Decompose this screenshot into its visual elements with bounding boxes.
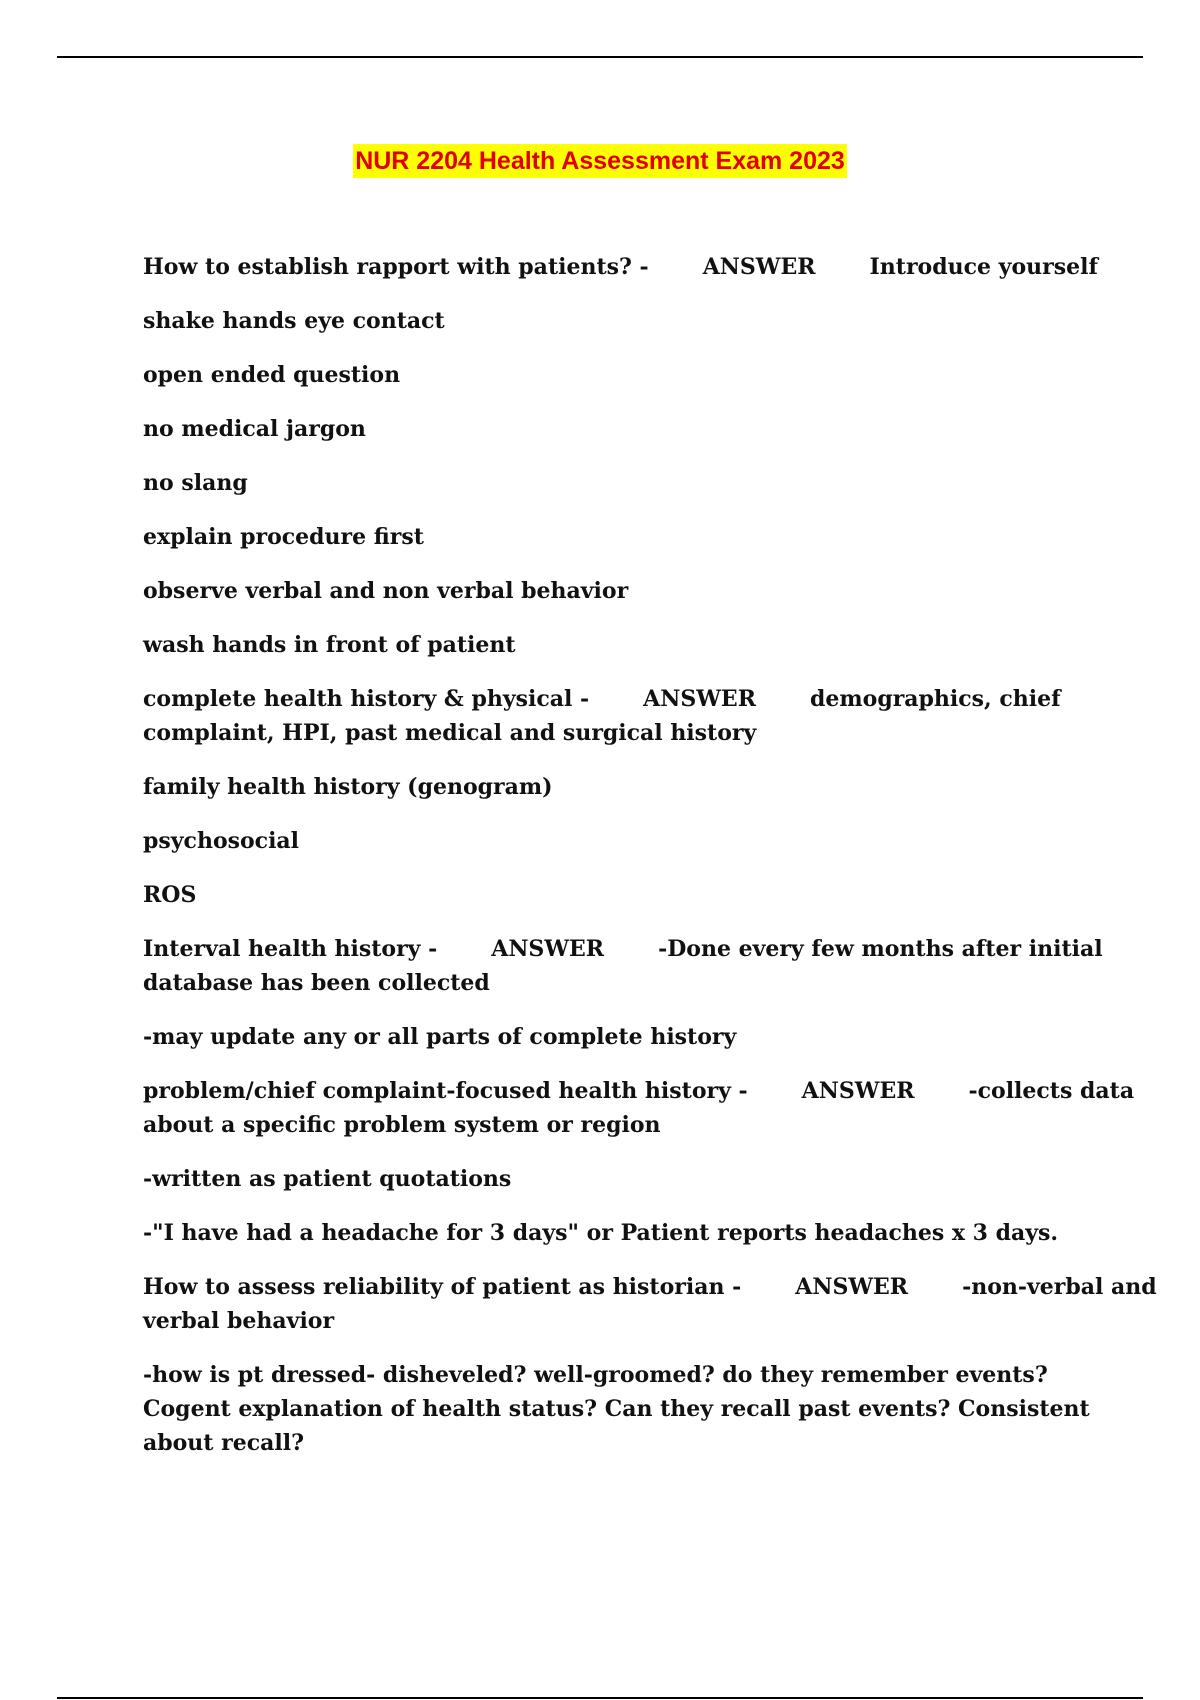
answer-text: demographics, chief [809,686,1061,712]
answer-line: open ended question [143,362,401,388]
question-text: complete health history & physical - [143,686,590,712]
question-text: Interval health history - [143,936,438,962]
document-body [143,250,1157,1480]
answer-label: ANSWER [795,1274,909,1300]
answer-line: no medical jargon [143,416,366,442]
answer-label: ANSWER [491,936,605,962]
answer-line: observe verbal and non verbal behavior [143,578,629,604]
answer-continuation: database has been collected [143,970,490,996]
answer-text: -non-verbal and [962,1274,1157,1300]
answer-label: ANSWER [702,254,816,280]
qa-item [143,682,1103,750]
answer-text: -Done every few months after initial [658,936,1103,962]
title-wrap [0,144,1200,178]
answer-line: -"I have had a headache for 3 days" or Patient reports headaches x 3 days. [143,1220,1059,1246]
answer-line: family health history (genogram) [143,774,553,800]
answer-line: no slang [143,470,248,496]
answer-text: Introduce yourself [869,254,1098,280]
answer-text: -collects data [968,1078,1135,1104]
document-title: NUR 2204 Health Assessment Exam 2023 [353,144,847,178]
answer-line: -how is pt dressed- disheveled? well-groomed? do they remember events? Cogent explanation of health status? Can they recall past events? Consistent about recall? [143,1362,1090,1456]
answer-line: explain procedure first [143,524,424,550]
top-rule [57,56,1143,58]
question-text: How to assess reliability of patient as historian - [143,1274,742,1300]
answer-line: wash hands in front of patient [143,632,516,658]
answer-line: -may update any or all parts of complete history [143,1024,737,1050]
answer-continuation: verbal behavior [143,1308,335,1334]
answer-line: -written as patient quotations [143,1166,512,1192]
qa-item [143,1270,1157,1338]
question-text: problem/chief complaint-focused health history - [143,1078,748,1104]
answer-label: ANSWER [643,686,756,712]
answer-line: ROS [143,882,197,908]
answer-line: psychosocial [143,828,300,854]
qa-item [143,932,1103,1000]
qa-item [143,1074,1135,1142]
answer-continuation: complaint, HPI, past medical and surgical history [143,720,757,746]
answer-continuation: about a specific problem system or region [143,1112,661,1138]
bottom-rule [57,1697,1143,1699]
qa-item [143,250,1103,284]
answer-label: ANSWER [801,1078,915,1104]
answer-line: shake hands eye contact [143,308,445,334]
question-text: How to establish rapport with patients? - [143,254,649,280]
